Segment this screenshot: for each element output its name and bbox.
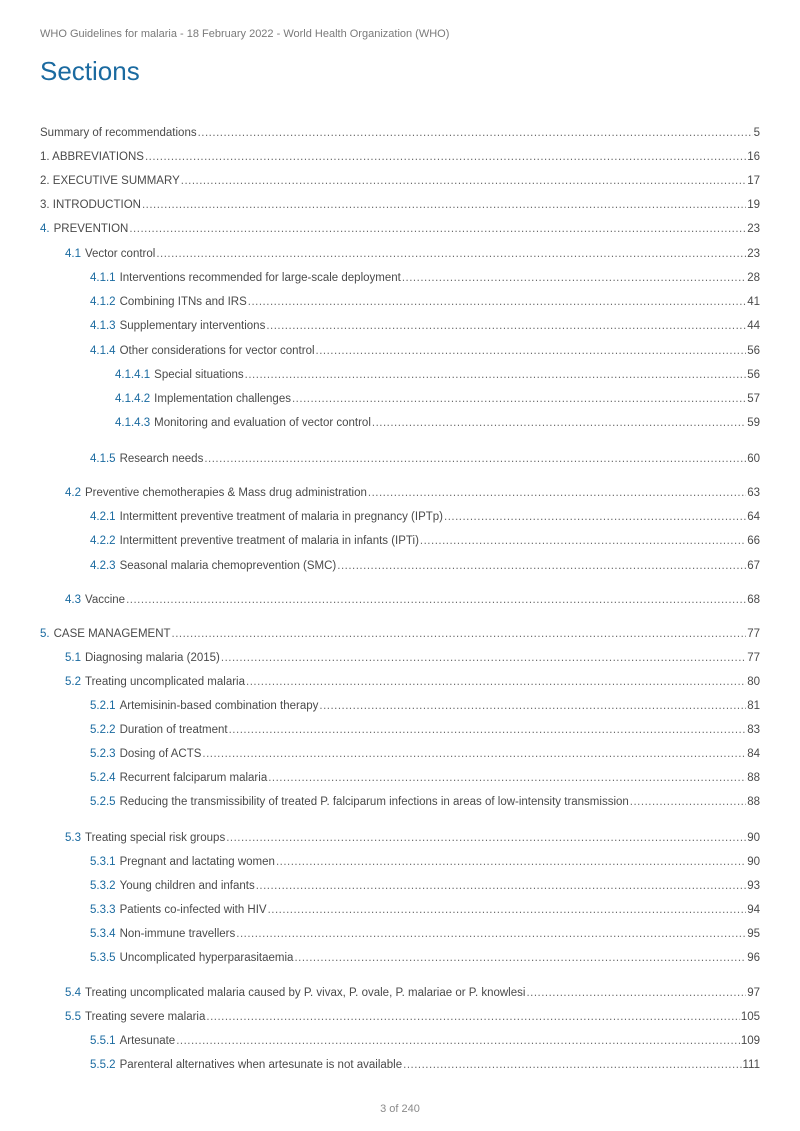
toc-entry-number: 5.5.2 [90, 1059, 116, 1071]
toc-entry-page: 17 [747, 175, 760, 187]
toc-entry-title: Treating special risk groups [85, 832, 226, 844]
toc-entry[interactable] [40, 589, 760, 611]
dot-leader [266, 315, 746, 337]
toc-entry-title: Special situations [154, 369, 244, 381]
toc-entry-page: 95 [747, 928, 760, 940]
toc-entry-page: 56 [747, 369, 760, 381]
toc-entry-page: 109 [740, 1035, 760, 1047]
toc-entry[interactable] [40, 340, 760, 362]
dot-leader [129, 218, 746, 240]
toc-entry-title: Duration of treatment [119, 724, 228, 736]
toc-entry-title: Treating uncomplicated malaria caused by P. vivax, P. ovale, P. malariae or P. knowlesi [85, 987, 526, 999]
dot-leader [126, 589, 746, 611]
toc-entry-title: Treating uncomplicated malaria [85, 676, 246, 688]
toc-entry-title: Artemisinin-based combination therapy [119, 700, 319, 712]
toc-entry-number: 5.2.4 [90, 772, 116, 784]
toc-entry-number: 4.1.4.2 [115, 393, 151, 405]
dot-leader [181, 170, 746, 192]
toc-entry[interactable] [40, 412, 760, 434]
toc-entry-page: 56 [747, 345, 760, 357]
toc-entry[interactable] [40, 947, 760, 969]
dot-leader [256, 875, 747, 897]
toc-entry[interactable] [40, 482, 760, 504]
toc-entry-title: Reducing the transmissibility of treated P. falciparum infections in areas of low-intensity transmission [119, 796, 629, 808]
dot-leader [226, 827, 746, 849]
dot-leader [236, 923, 746, 945]
dot-leader [145, 146, 746, 168]
toc-entry[interactable] [40, 875, 760, 897]
toc-entry-title: Other considerations for vector control [119, 345, 315, 357]
toc-entry[interactable] [40, 506, 760, 528]
toc-entry[interactable] [40, 364, 760, 386]
toc-entry[interactable] [40, 170, 760, 192]
toc-entry-title: Recurrent falciparum malaria [119, 772, 268, 784]
page-indicator: 3 of 240 [380, 1103, 420, 1115]
toc-entry-page: 93 [747, 880, 760, 892]
toc-entry-title: Preventive chemotherapies & Mass drug administration [85, 487, 367, 499]
dot-leader [268, 899, 747, 921]
toc-entry-page: 57 [747, 393, 760, 405]
dot-leader [221, 647, 746, 669]
toc-entry[interactable] [40, 1030, 760, 1052]
toc-entry-title: Artesunate [119, 1035, 176, 1047]
dot-leader [172, 623, 747, 645]
toc-entry-title: Non-immune travellers [119, 928, 236, 940]
toc-entry-title: Vector control [85, 248, 156, 260]
toc-entry-title: Uncomplicated hyperparasitaemia [119, 952, 294, 964]
toc-entry[interactable] [40, 267, 760, 289]
toc-entry-title: Dosing of ACTS [119, 748, 202, 760]
toc-entry[interactable] [40, 791, 760, 813]
toc-entry-title: Intermittent preventive treatment of malaria in pregnancy (IPTp) [119, 511, 443, 523]
toc-entry-title: Young children and infants [119, 880, 255, 892]
toc-entry[interactable] [40, 122, 760, 144]
toc-entry-number: 5.3.4 [90, 928, 116, 940]
toc-entry-title: Implementation challenges [154, 393, 291, 405]
dot-leader [176, 1030, 740, 1052]
toc-entry-number: 4.1.2 [90, 296, 116, 308]
toc-entry-page: 60 [747, 453, 760, 465]
toc-entry[interactable] [40, 291, 760, 313]
toc-entry-title: Diagnosing malaria (2015) [85, 652, 220, 664]
toc-entry[interactable] [40, 767, 760, 789]
toc-entry[interactable] [40, 743, 760, 765]
dot-leader [337, 555, 746, 577]
toc-entry-title: Pregnant and lactating women [119, 856, 275, 868]
toc-entry[interactable] [40, 623, 760, 645]
dot-leader [156, 243, 746, 265]
dot-leader [248, 291, 746, 313]
toc-entry[interactable] [40, 647, 760, 669]
toc-entry-number: 5.5.1 [90, 1035, 116, 1047]
toc-entry-number: 5. [40, 628, 50, 640]
toc-entry-page: 44 [747, 320, 760, 332]
dot-leader [294, 947, 746, 969]
toc-entry-number: 4.1 [65, 248, 81, 260]
toc-entry[interactable] [40, 555, 760, 577]
toc-entry-title: CASE MANAGEMENT [53, 628, 171, 640]
toc-entry-page: 90 [747, 856, 760, 868]
toc-entry[interactable] [40, 1054, 760, 1076]
dot-leader [526, 982, 746, 1004]
toc-entry[interactable] [40, 851, 760, 873]
toc-entry-number: 5.5 [65, 1011, 81, 1023]
toc-entry-page: 83 [747, 724, 760, 736]
dot-leader [276, 851, 746, 873]
toc-entry-number: 5.2.5 [90, 796, 116, 808]
dot-leader [246, 671, 746, 693]
toc-entry[interactable] [40, 146, 760, 168]
toc-entry-page: 81 [747, 700, 760, 712]
toc-entry[interactable] [40, 243, 760, 265]
toc-entry-number: 5.2.1 [90, 700, 116, 712]
toc-entry-number: 4. [40, 223, 50, 235]
dot-leader [198, 122, 753, 144]
dot-leader [368, 482, 746, 504]
toc-entry-number: 4.1.1 [90, 272, 116, 284]
toc-entry[interactable] [40, 194, 760, 216]
toc-entry-page: 23 [747, 223, 760, 235]
toc-entry-title: PREVENTION [53, 223, 129, 235]
toc-entry[interactable] [40, 530, 760, 552]
dot-leader [444, 506, 746, 528]
toc-entry-title: 1. ABBREVIATIONS [40, 151, 144, 163]
dot-leader [420, 530, 746, 552]
toc-entry[interactable] [40, 719, 760, 741]
toc-entry-title: Monitoring and evaluation of vector control [154, 417, 371, 429]
toc-entry-number: 4.2.1 [90, 511, 116, 523]
toc-entry-page: 94 [747, 904, 760, 916]
toc-entry-title: Parenteral alternatives when artesunate is not available [119, 1059, 403, 1071]
page-title: Sections [40, 56, 140, 86]
toc-entry-title: 2. EXECUTIVE SUMMARY [40, 175, 180, 187]
toc-entry-page: 59 [747, 417, 760, 429]
dot-leader [245, 364, 747, 386]
toc-entry-page: 41 [747, 296, 760, 308]
toc-entry[interactable] [40, 671, 760, 693]
toc-entry[interactable] [40, 388, 760, 410]
toc-entry-page: 77 [747, 652, 760, 664]
toc-entry-page: 88 [747, 796, 760, 808]
toc-entry[interactable] [40, 1006, 760, 1028]
dot-leader [204, 448, 746, 470]
dot-leader [268, 767, 746, 789]
dot-leader [202, 743, 746, 765]
toc-entry-page: 64 [747, 511, 760, 523]
toc-entry[interactable] [40, 899, 760, 921]
toc-entry-number: 5.3.5 [90, 952, 116, 964]
toc-entry-number: 5.2.2 [90, 724, 116, 736]
toc-entry[interactable] [40, 695, 760, 717]
toc-entry-page: 63 [747, 487, 760, 499]
running-header: WHO Guidelines for malaria - 18 February 2022 - World Health Organization (WHO) [40, 28, 450, 40]
toc-entry-title: Treating severe malaria [85, 1011, 206, 1023]
toc-entry-number: 5.1 [65, 652, 81, 664]
toc-entry-number: 5.2 [65, 676, 81, 688]
toc-entry[interactable] [40, 982, 760, 1004]
toc-entry-number: 5.3.1 [90, 856, 116, 868]
toc-entry-page: 97 [747, 987, 760, 999]
toc-entry-page: 84 [747, 748, 760, 760]
toc-entry-title: Summary of recommendations [40, 127, 197, 139]
toc-entry-number: 4.2.2 [90, 535, 116, 547]
toc-entry-number: 4.1.5 [90, 453, 116, 465]
toc-entry-page: 16 [747, 151, 760, 163]
dot-leader [402, 267, 746, 289]
toc-entry-title: Patients co-infected with HIV [119, 904, 267, 916]
toc-entry-title: Vaccine [85, 594, 126, 606]
toc-entry-title: Supplementary interventions [119, 320, 266, 332]
toc-entry-number: 5.3.3 [90, 904, 116, 916]
dot-leader [316, 340, 747, 362]
toc-entry-number: 4.3 [65, 594, 81, 606]
toc-entry-page: 23 [747, 248, 760, 260]
toc-entry-number: 4.2.3 [90, 560, 116, 572]
toc-entry-page: 19 [747, 199, 760, 211]
toc-entry-number: 4.2 [65, 487, 81, 499]
dot-leader [142, 194, 746, 216]
toc-entry-title: Combining ITNs and IRS [119, 296, 247, 308]
toc-entry-number: 4.1.3 [90, 320, 116, 332]
toc-entry[interactable] [40, 218, 760, 240]
toc-entry-number: 5.2.3 [90, 748, 116, 760]
toc-entry-page: 67 [747, 560, 760, 572]
toc-entry-page: 28 [747, 272, 760, 284]
toc-entry-page: 66 [747, 535, 760, 547]
toc-entry-title: Seasonal malaria chemoprevention (SMC) [119, 560, 337, 572]
toc-entry-title: Research needs [119, 453, 204, 465]
toc-entry-title: Interventions recommended for large-scale deployment [119, 272, 401, 284]
toc-entry-page: 80 [747, 676, 760, 688]
toc-entry-number: 4.1.4.3 [115, 417, 151, 429]
toc-entry-page: 90 [747, 832, 760, 844]
dot-leader [403, 1054, 741, 1076]
dot-leader [206, 1006, 739, 1028]
toc-entry-number: 4.1.4 [90, 345, 116, 357]
toc-entry-title: Intermittent preventive treatment of malaria in infants (IPTi) [119, 535, 419, 547]
toc-entry[interactable] [40, 827, 760, 849]
toc-entry-number: 5.3.2 [90, 880, 116, 892]
toc-entry-title: 3. INTRODUCTION [40, 199, 141, 211]
toc-entry-number: 4.1.4.1 [115, 369, 151, 381]
toc-entry-page: 5 [753, 127, 760, 139]
dot-leader [292, 388, 746, 410]
toc-entry-page: 77 [747, 628, 760, 640]
toc-entry[interactable] [40, 448, 760, 470]
toc-entry-page: 88 [747, 772, 760, 784]
dot-leader [372, 412, 746, 434]
toc-entry-page: 111 [742, 1059, 760, 1071]
dot-leader [630, 791, 746, 813]
dot-leader [229, 719, 747, 741]
toc-entry-number: 5.4 [65, 987, 81, 999]
toc-entry-page: 68 [747, 594, 760, 606]
toc-entry[interactable] [40, 315, 760, 337]
dot-leader [319, 695, 746, 717]
toc-entry-number: 5.3 [65, 832, 81, 844]
toc-entry[interactable] [40, 923, 760, 945]
toc-entry-page: 105 [740, 1011, 760, 1023]
toc-entry-page: 96 [747, 952, 760, 964]
